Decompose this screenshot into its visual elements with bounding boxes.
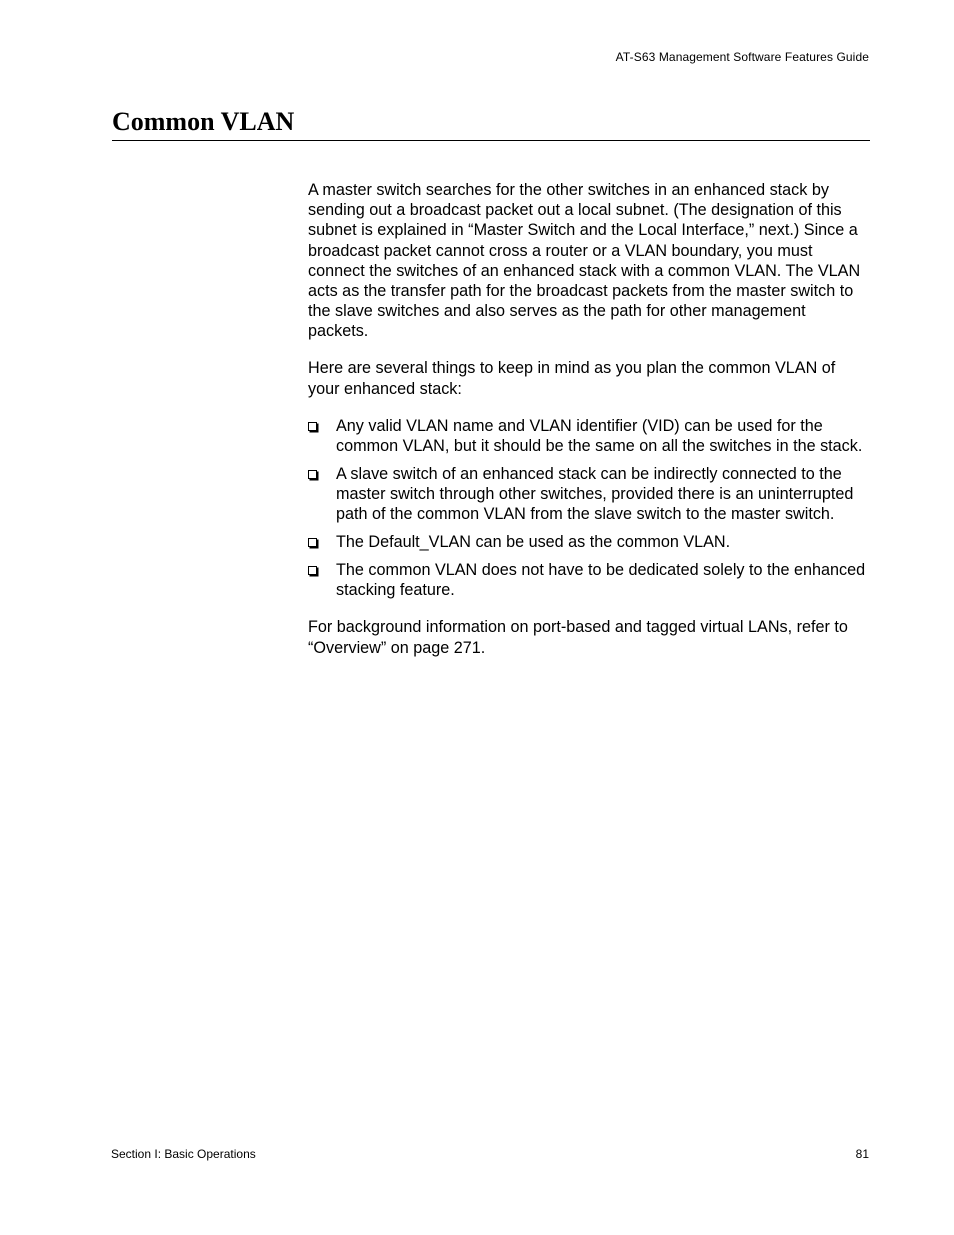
running-header: AT-S63 Management Software Features Guide [615,50,869,64]
checkbox-bullet-icon [308,470,317,479]
list-item [308,532,870,552]
list-item [308,464,870,525]
list-item-text: The Default_VLAN can be used as the common VLAN. [336,533,731,552]
list-item [308,416,870,456]
title-rule [112,140,870,141]
checkbox-bullet-icon [308,422,317,431]
list-item-text: A slave switch of an enhanced stack can be indirectly connected to the master switch through other switches, provided there is an uninterrupted path of the common VLAN from the slave switch to the master switch. [336,464,854,524]
list-item [308,560,870,600]
checkbox-bullet-icon [308,538,317,547]
footer-section-label: Section I: Basic Operations [111,1147,256,1161]
lead-in-paragraph: Here are several things to keep in mind as you plan the common VLAN of your enhanced stack: [308,359,836,398]
intro-paragraph: A master switch searches for the other switches in an enhanced stack by sending out a broadcast packet out a local subnet. (The designation of this subnet is explained in “Master Switch and the Local Interface,” next.) Since a broadcast packet cannot cross a router or a VLAN boundary, you must connect the switches of an enhanced stack with a common VLAN. The VLAN acts as the transfer path for the broadcast packets from the master switch to the slave switches and also serves as the path for other management packets. [308,181,861,341]
considerations-list [308,416,870,601]
page-number: 81 [855,1147,869,1161]
body-content [308,180,870,675]
checkbox-bullet-icon [308,566,317,575]
list-item-text: The common VLAN does not have to be dedicated solely to the enhanced stacking feature. [336,561,866,600]
closing-paragraph: For background information on port-based and tagged virtual LANs, refer to “Overview” on page 271. [308,618,848,657]
section-title: Common VLAN [112,107,295,136]
list-item-text: Any valid VLAN name and VLAN identifier (VID) can be used for the common VLAN, but it should be the same on all the switches in the stack. [336,416,863,455]
